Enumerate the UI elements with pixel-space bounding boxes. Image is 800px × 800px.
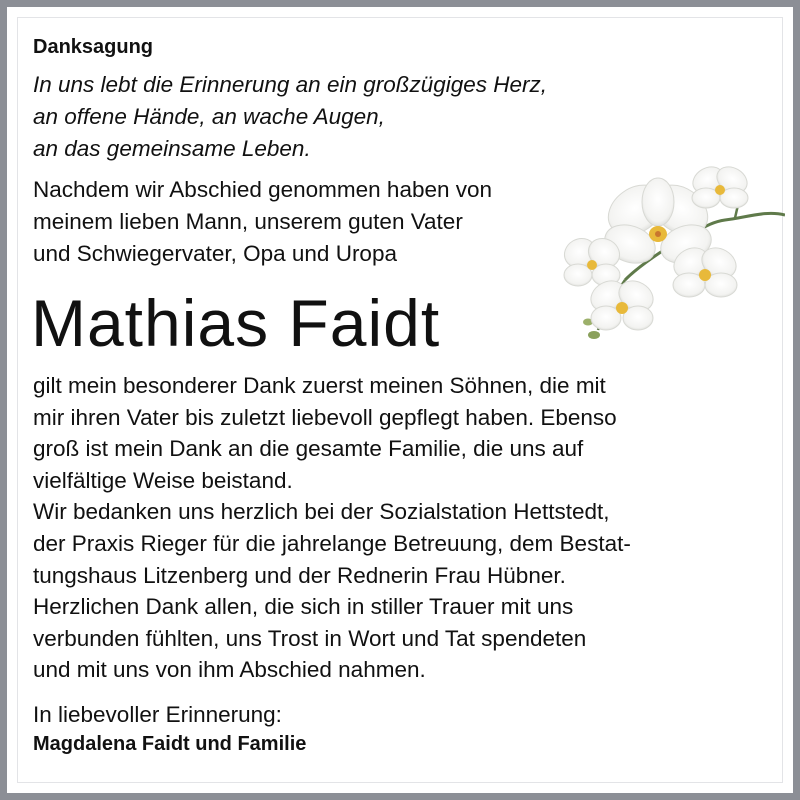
orchid-icon [560,160,785,350]
body-line: groß ist mein Dank an die gesamte Familie, die uns auf [33,436,584,462]
signature: Magdalena Faidt und Familie [33,733,307,755]
quote-line: In uns lebt die Erinnerung an ein großzügiges Herz, [33,72,548,97]
thanks-body [33,370,631,686]
body-line: der Praxis Rieger für die jahrelange Betreuung, dem Bestat- [33,530,631,556]
intro-text [33,174,492,270]
notice-heading: Danksagung [33,36,154,58]
deceased-name: Mathias Faidt [31,286,441,360]
intro-line: und Schwiegervater, Opa und Uropa [33,241,397,266]
body-line: Wir bedanken uns herzlich bei der Sozialstation Hettstedt, [33,499,610,525]
body-line: tungshaus Litzenberg und der Rednerin Frau Hübner. [33,562,566,588]
body-line: mir ihren Vater bis zuletzt liebevoll gepflegt haben. Ebenso [33,404,617,430]
body-line: gilt mein besonderer Dank zuerst meinen Söhnen, die mit [33,373,606,398]
body-line: und mit uns von ihm Abschied nahmen. [33,657,426,683]
body-line: verbunden fühlten, uns Trost in Wort und Tat spendeten [33,625,587,651]
quote-line: an das gemeinsame Leben. [33,136,311,161]
closing-text: In liebevoller Erinnerung: [33,702,282,727]
intro-line: Nachdem wir Abschied genommen haben von [33,177,493,202]
memorial-quote [33,69,547,165]
body-line: Herzlichen Dank allen, die sich in stiller Trauer mit uns [33,594,574,620]
body-line: vielfältige Weise beistand. [33,467,293,493]
intro-line: meinem lieben Mann, unserem guten Vater [33,209,463,234]
quote-line: an offene Hände, an wache Augen, [33,104,385,129]
